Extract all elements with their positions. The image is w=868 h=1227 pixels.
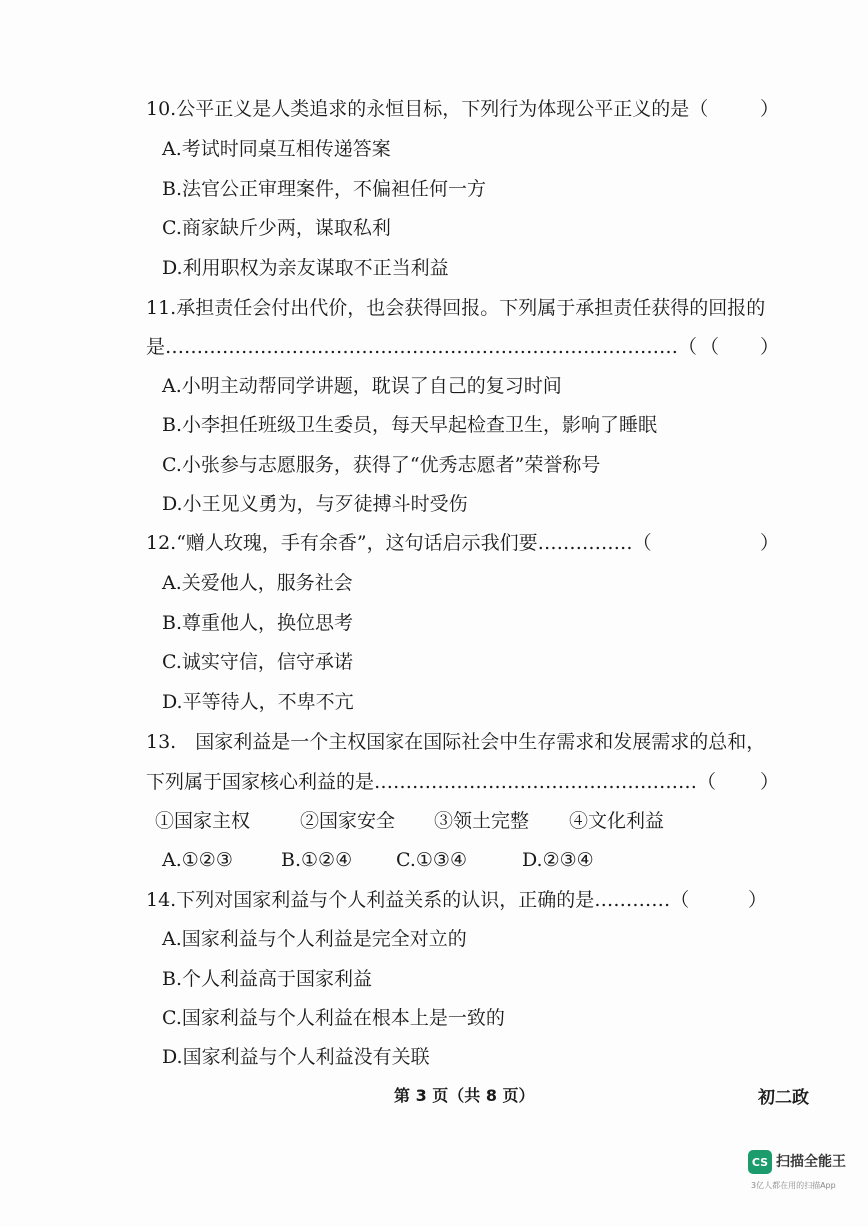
question-13-option-c: C.①③④ bbox=[396, 849, 467, 871]
scanner-tagline: 3亿人都在用的扫描App bbox=[751, 1181, 836, 1190]
question-13-stem: 13. 国家利益是一个主权国家在国际社会中生存需求和发展需求的总和， bbox=[146, 731, 766, 753]
question-11-option-c: C.小张参与志愿服务，获得了“优秀志愿者”荣誉称号 bbox=[162, 454, 601, 476]
question-12-paren: ） bbox=[760, 532, 780, 554]
question-14-option-d: D.国家利益与个人利益没有关联 bbox=[162, 1046, 430, 1068]
question-12-stem: 12.“赠人玫瑰，手有余香”，这句话启示我们要……………（ bbox=[146, 532, 652, 554]
question-10-option-a: A.考试时同桌互相传递答案 bbox=[162, 138, 391, 160]
question-14-option-b: B.个人利益高于国家利益 bbox=[162, 968, 373, 990]
question-11-stem-cont: 是………………………………………………………………………（ bbox=[146, 336, 698, 358]
question-11-paren-open: （ bbox=[700, 336, 720, 358]
question-14-option-a: A.国家利益与个人利益是完全对立的 bbox=[162, 928, 467, 950]
question-11-stem: 11.承担责任会付出代价，也会获得回报。下列属于承担责任获得的回报的 bbox=[146, 297, 766, 319]
question-13-paren: ） bbox=[760, 771, 780, 793]
scanner-logo-icon: CS bbox=[748, 1150, 772, 1174]
question-12-option-b: B.尊重他人，换位思考 bbox=[162, 612, 354, 634]
page-subject: 初二政 bbox=[758, 1088, 809, 1108]
question-13-item-4: ④文化利益 bbox=[569, 810, 665, 832]
page-number: 第 3 页（共 8 页） bbox=[394, 1086, 535, 1105]
question-12-option-c: C.诚实守信，信守承诺 bbox=[162, 651, 353, 673]
question-14-paren: ） bbox=[748, 889, 768, 911]
question-13-option-a: A.①②③ bbox=[162, 849, 233, 871]
question-13-option-b: B.①②④ bbox=[281, 849, 353, 871]
question-10-option-b: B.法官公正审理案件，不偏袒任何一方 bbox=[162, 178, 487, 200]
question-10-option-c: C.商家缺斤少两，谋取私利 bbox=[162, 217, 391, 239]
question-11-option-d: D.小王见义勇为，与歹徒搏斗时受伤 bbox=[162, 493, 468, 515]
scanner-app-name: 扫描全能王 bbox=[776, 1154, 846, 1170]
question-14-option-c: C.国家利益与个人利益在根本上是一致的 bbox=[162, 1007, 505, 1029]
question-11-option-b: B.小李担任班级卫生委员，每天早起检查卫生，影响了睡眠 bbox=[162, 414, 658, 436]
question-12-option-a: A.关爱他人，服务社会 bbox=[162, 572, 353, 594]
question-11-option-a: A.小明主动帮同学讲题，耽误了自己的复习时间 bbox=[162, 375, 562, 397]
question-10-paren: ） bbox=[760, 98, 780, 120]
question-13-item-2: ②国家安全 bbox=[300, 810, 396, 832]
question-13-item-3: ③领土完整 bbox=[434, 810, 530, 832]
question-13-item-1: ①国家主权 bbox=[155, 810, 251, 832]
question-14-stem: 14.下列对国家利益与个人利益关系的认识，正确的是…………（ bbox=[146, 889, 690, 911]
question-11-paren: ） bbox=[760, 336, 780, 358]
question-13-stem-cont: 下列属于国家核心利益的是……………………………………………（ bbox=[146, 771, 717, 793]
question-12-option-d: D.平等待人，不卑不亢 bbox=[162, 691, 354, 713]
question-10-option-d: D.利用职权为亲友谋取不正当利益 bbox=[162, 257, 449, 279]
question-13-option-d: D.②③④ bbox=[522, 849, 594, 871]
question-10-stem: 10.公平正义是人类追求的永恒目标，下列行为体现公平正义的是（ bbox=[146, 98, 709, 120]
